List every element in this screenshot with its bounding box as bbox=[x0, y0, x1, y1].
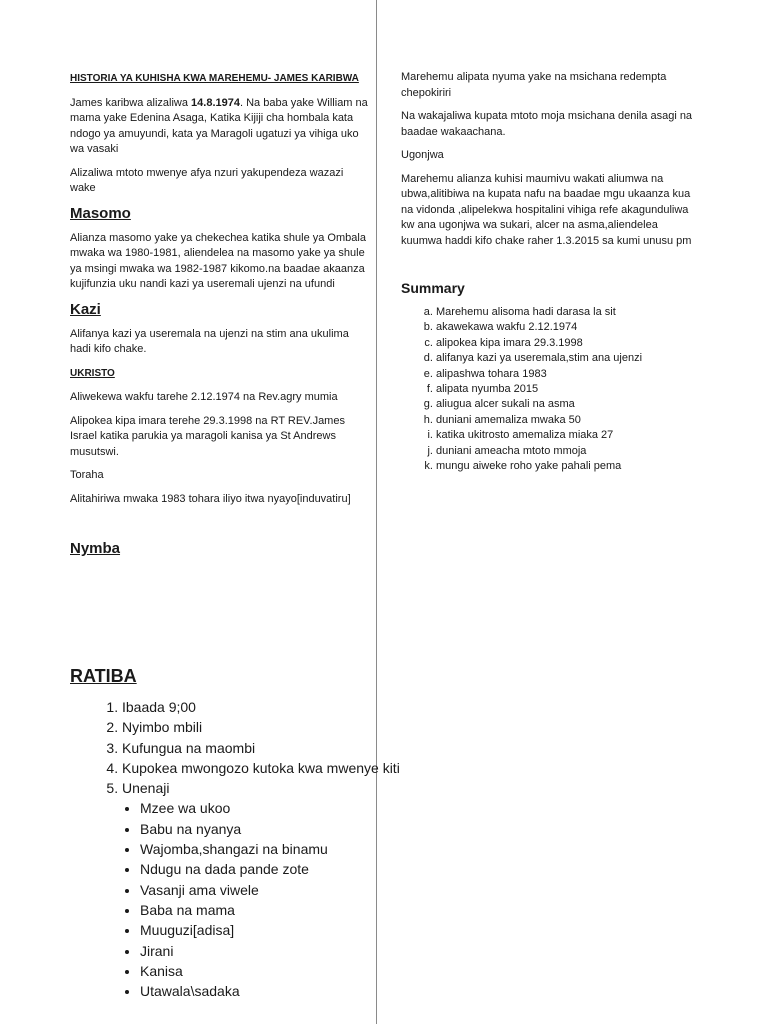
summary-item: f. alipata nyumba 2015 bbox=[436, 382, 701, 397]
speaker-item: • Kanisa bbox=[140, 961, 412, 981]
ugonjwa-label: Ugonjwa bbox=[401, 149, 444, 161]
summary-item: g. aliugua alcer sukali na asma bbox=[436, 397, 701, 412]
speaker-item: • Ndugu na dada pande zote bbox=[140, 859, 412, 879]
ugonjwa-paragraph: Marehemu alianza kuhisi maumivu wakati aliumwa na ubwa,alitibiwa na kupata nafu na baadae mgu ukaanza kua na vidonda ,alipelekwa hospitalini vihiga refe akagunduliwa kw ana ugonjwa wa sukari, alcer na asma,aliendelea kuumwa haddi kifo chake raher 1.3.2015 sa kumi unusu pm bbox=[401, 172, 692, 247]
summary-heading: Summary bbox=[401, 280, 465, 296]
ratiba-item: 4. Kupokea mwongozo kutoka kwa mwenye kiti bbox=[122, 758, 412, 778]
left-column bbox=[70, 71, 370, 566]
birth-text-start: James karibwa alizaliwa bbox=[70, 96, 192, 109]
ratiba-list bbox=[70, 697, 412, 1001]
speaker-item: • Muuguzi[adisa] bbox=[140, 920, 412, 940]
right-column bbox=[401, 70, 701, 474]
unenaji-label: Unenaji bbox=[122, 780, 170, 797]
birth-text-end: . Na baba yake William na mama yake Edenina Asaga, Katika Kijiji cha hombala kata ndogo ya amuyundi, kata ya Maragoli ugatuzi ya vihiga uko wa vasaki bbox=[70, 96, 368, 155]
summary-item: d. alifanya kazi ya useremala,stim ana ujenzi bbox=[436, 351, 701, 366]
summary-item: i. katika ukitrosto amemaliza miaka 27 bbox=[436, 428, 701, 443]
summary-item: h. duniani amemaliza mwaka 50 bbox=[436, 413, 701, 428]
summary-item: j. duniani ameacha mtoto mmoja bbox=[436, 444, 701, 459]
ratiba-item: 2. Nyimbo mbili bbox=[122, 717, 412, 737]
speaker-item: • Baba na mama bbox=[140, 900, 412, 920]
toraha-label: Toraha bbox=[70, 469, 104, 481]
ukristo-heading: UKRISTO bbox=[70, 367, 115, 379]
ukristo-paragraph-2: Alipokea kipa imara terehe 29.3.1998 na RT REV.James Israel katika parukia ya maragoli kanisa ya St Andrews musutswi. bbox=[70, 414, 345, 458]
speaker-item: • Wajomba,shangazi na binamu bbox=[140, 839, 412, 859]
summary-list bbox=[401, 305, 701, 474]
child-paragraph: Na wakajaliwa kupata mtoto moja msichana denila asagi na baadae wakaachana. bbox=[401, 110, 693, 138]
ratiba-item-unenaji bbox=[122, 778, 412, 1001]
birth-date: 14.8.1974 bbox=[191, 96, 240, 109]
birth-paragraph bbox=[70, 96, 370, 158]
ratiba-item: 3. Kufungua na maombi bbox=[122, 738, 412, 758]
toraha-paragraph: Alitahiriwa mwaka 1983 tohara iliyo itwa nyayo[induvatiru] bbox=[70, 492, 351, 505]
unenaji-speakers-list bbox=[122, 798, 412, 1001]
kazi-paragraph: Alifanya kazi ya useremala na ujenzi na stim ana ukulima hadi kifo chake. bbox=[70, 327, 349, 355]
summary-item: a. Marehemu alisoma hadi darasa la sit bbox=[436, 305, 701, 320]
summary-item: b. akawekawa wakfu 2.12.1974 bbox=[436, 320, 701, 335]
speaker-item: • Vasanji ama viwele bbox=[140, 880, 412, 900]
ukristo-paragraph-1: Aliwekewa wakfu tarehe 2.12.1974 na Rev.agry mumia bbox=[70, 391, 338, 403]
ratiba-item: 1. Ibaada 9;00 bbox=[122, 697, 412, 717]
summary-item: e. alipashwa tohara 1983 bbox=[436, 367, 701, 382]
partner-paragraph: Marehemu alipata nyuma yake na msichana redempta chepokiriri bbox=[401, 71, 667, 99]
kazi-heading: Kazi bbox=[70, 300, 101, 318]
nymba-heading: Nymba bbox=[70, 540, 121, 557]
ratiba-heading: RATIBA bbox=[70, 666, 137, 686]
speaker-item: • Utawala\sadaka bbox=[140, 981, 412, 1001]
document-title: HISTORIA YA KUHISHA KWA MAREHEMU- JAMES KARIBWA bbox=[70, 73, 359, 84]
masomo-paragraph: Alianza masomo yake ya chekechea katika shule ya Ombala mwaka wa 1980-1981, aliendelea na masomo yake ya shule ya msingi mwaka wa 1982-1987 kikomo.na baadae akaanza kujifunzia uku nandi kazi ya useremali ujenzi na ufundi bbox=[70, 231, 366, 290]
summary-item: k. mungu aiweke roho yake pahali pema bbox=[436, 459, 701, 474]
speaker-item: • Babu na nyanya bbox=[140, 819, 412, 839]
health-paragraph: Alizaliwa mtoto mwenye afya nzuri yakupendeza wazazi wake bbox=[70, 166, 344, 194]
summary-item: c. alipokea kipa imara 29.3.1998 bbox=[436, 336, 701, 351]
speaker-item: • Mzee wa ukoo bbox=[140, 798, 412, 818]
speaker-item: • Jirani bbox=[140, 941, 412, 961]
masomo-heading: Masomo bbox=[70, 204, 131, 222]
